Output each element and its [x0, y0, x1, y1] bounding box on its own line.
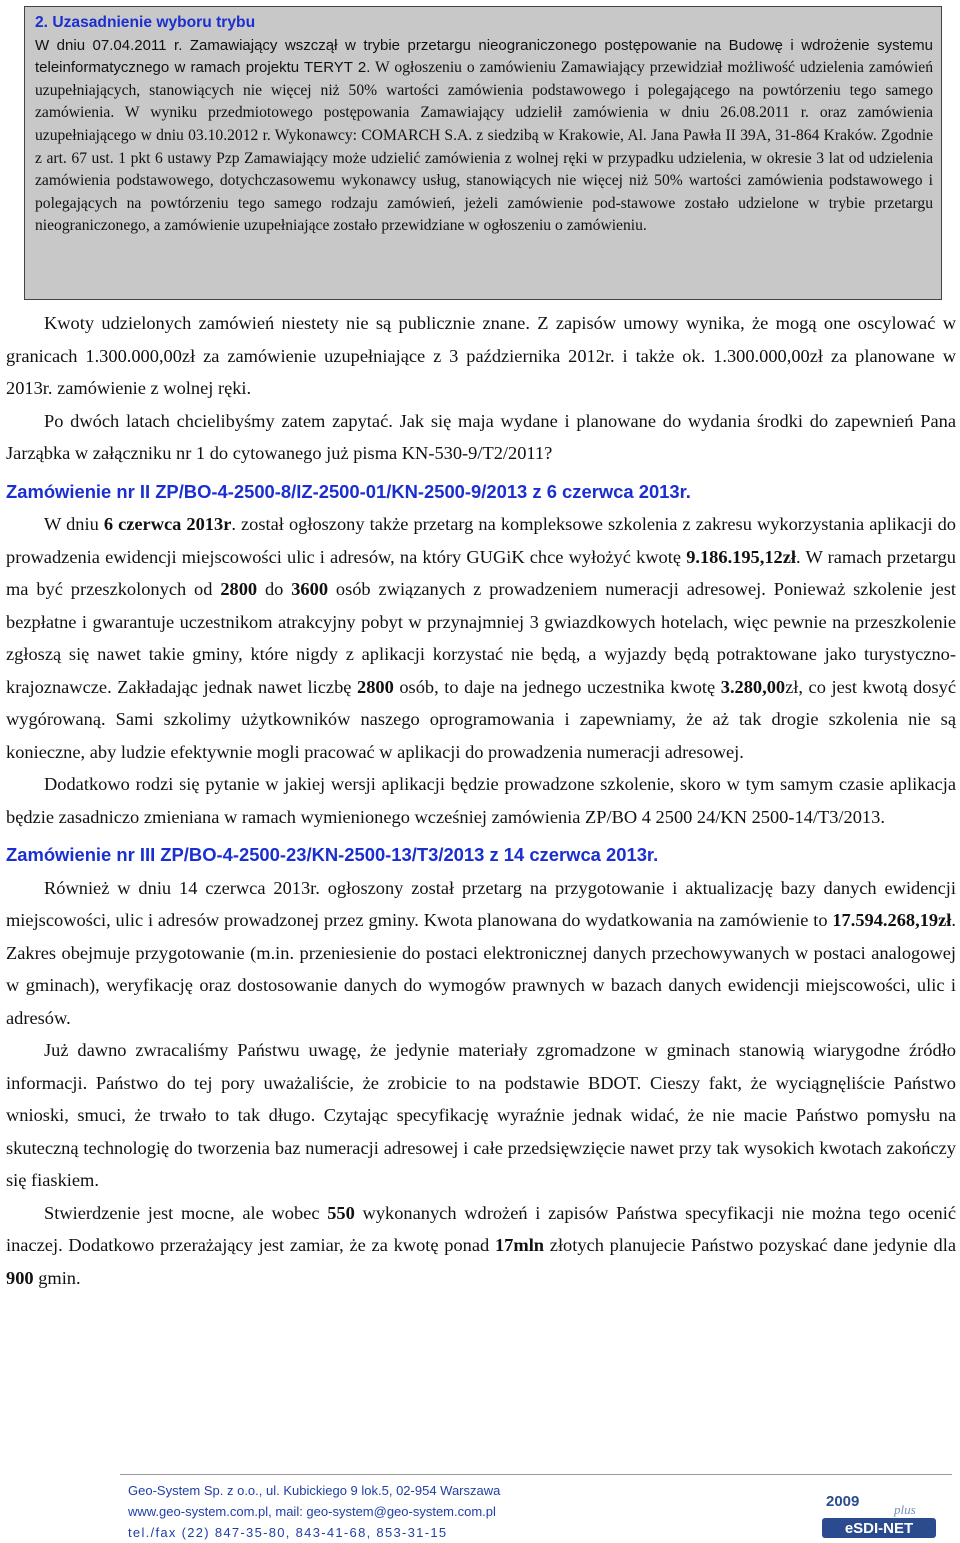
- footer: [128, 1480, 728, 1543]
- paragraph-order-2: W dniu 6 czerwca 2013r. został ogłoszony także przetarg na kompleksowe szkolenia z zakresu wykorzystania aplikacji do prowadzenia ewidencji miejscowości ulic i adresów, na który GUGiK chce wyłożyć kwotę 9.186.195,12zł. W ramach przetargu ma być przeszkolonych od 2800 do 3600 osób związanych z prowadzeniem numeracji adresowej. Ponieważ szkolenie jest bezpłatne i gwarantuje uczestnikom atrakcyjny pobyt w przynajmniej 3 gwiazdkowych hotelach, więc pewnie na przeszkolenie zgłoszą się nawet takie gminy, które nigdy z aplikacji korzystać nie będą, a wyjazdy będą potraktowane jako turystyczno-krajoznawcze. Zakładając jednak nawet liczbę 2800 osób, to daje na jednego uczestnika kwotę 3.280,00zł, co jest kwotą dosyć wygórowaną. Sami szkolimy użytkowników naszego oprogramowania i zapewniamy, że aż tak drogie szkolenia nie są konieczne, aby ludzie efektywnie mogli pracować w aplikacji do prowadzenia numeracji adresowej.: [6, 514, 957, 762]
- esdi-net-logo: [820, 1490, 940, 1540]
- justification-box: [24, 6, 942, 300]
- footer-phone: tel./fax (22) 847-35-80, 843-41-68, 853-31-15: [128, 1525, 448, 1540]
- footer-divider: [120, 1474, 952, 1475]
- paragraph-conclusion: Stwierdzenie jest mocne, ale wobec 550 wykonanych wdrożeń i zapisów Państwa specyfikacji nie można tego ocenić inaczej. Dodatkowo przerażający jest zamiar, że za kwotę ponad 17mln złotych planujecie Państwo pozyskać dane jedynie dla 900 gmin.: [6, 1202, 956, 1288]
- heading-order-2: Zamówienie nr II ZP/BO-4-2500-8/IZ-2500-01/KN-2500-9/2013 z 6 czerwca 2013r.: [6, 480, 691, 502]
- paragraph-training-version: Dodatkowo rodzi się pytanie w jakiej wersji aplikacji będzie prowadzone szkolenie, skoro w tym samym czasie aplikacja będzie zasadniczo zmieniana w ramach wymienionego wcześniej zamówienia ZP/BO 4 2500 24/KN 2500-14/T3/2013.: [6, 774, 956, 827]
- footer-address: Geo-System Sp. z o.o., ul. Kubickiego 9 lok.5, 02-954 Warszawa: [128, 1483, 501, 1498]
- logo-brand: eSDI-NET: [844, 1520, 914, 1537]
- box-title: 2. Uzasadnienie wyboru trybu: [35, 14, 256, 31]
- paragraph-bdot: Już dawno zwracaliśmy Państwu uwagę, że jedynie materiały zgromadzone w gminach stanowią wiarygodne źródło informacji. Państwo do tej pory uważaliście, że zrobicie to na podstawie BDOT. Cieszy fakt, że wyciągnęliście Państwo wnioski, smuci, że trwało to tak długo. Czytając specyfikację wyraźnie jednak widać, że nie macie Państwo pomysłu na skuteczną technologię do tworzenia baz numeracji adresowej i całe przedsięwzięcie nawet przy tak wysokich kwotach zakończy się fiaskiem.: [6, 1040, 956, 1190]
- box-text-intro: W dniu 07.04.2011 r. Zamawiający wszczął w trybie przetargu nieograniczonego postępowanie na Budowę i wdrożenie systemu teleinformatycznego w ramach projektu TERYT 2.: [35, 36, 933, 77]
- logo-plus: plus: [894, 1502, 916, 1517]
- paragraph-question: Po dwóch latach chcielibyśmy zatem zapytać. Jak się maja wydane i planowane do wydania środki do zapewnień Pana Jarząbka w załączniku nr 1 do cytowanego już pisma KN-530-9/T2/2011?: [6, 410, 956, 463]
- footer-contact: www.geo-system.com.pl, mail: geo-system@geo-system.com.pl: [128, 1504, 496, 1519]
- logo-year: 2009: [826, 1493, 860, 1510]
- paragraph-amounts: Kwoty udzielonych zamówień niestety nie są publicznie znane. Z zapisów umowy wynika, że mogą one oscylować w granicach 1.300.000,00zł za zamówienie uzupełniające z 3 października 2012r. i także ok. 1.300.000,00zł za planowane w 2013r. zamówienie z wolnej ręki.: [6, 313, 956, 398]
- box-text-body: W ogłoszeniu o zamówieniu Zamawiający przewidział możliwość udzielenia zamówień uzupełniających, stanowiących nie więcej niż 50% wartości zamówienia podstawowego i polegającego na powtórzeniu tego samego zamówienia. W wyniku przedmiotowego postępowania Zamawiający udzielił zamówienia w dniu 26.08.2011 r. oraz zamówienia uzupełniającego w dniu 03.10.2012 r. Wykonawcy: COMARCH S.A. z siedzibą w Krakowie, Al. Jana Pawła II 39A, 31-864 Kraków. Zgodnie z art. 67 ust. 1 pkt 6 ustawy Pzp Zamawiający może udzielić zamówienia z wolnej ręki w przypadku udzielenia, w okresie 3 lat od udzielenia zamówienia podstawowego, dotychczasowemu wykonawcy usług, stanowiących nie więcej niż 50% wartości zamówienia podstawowego i polegających na powtórzeniu tego samego rodzaju zamówień, jeżeli zamówienie pod-stawowe zostało udzielone w trybie przetargu nieograniczonego, a zamówienie uzupełniające zostało przewidziane w ogłoszeniu o zamówieniu.: [35, 59, 933, 235]
- heading-order-3: Zamówienie nr III ZP/BO-4-2500-23/KN-2500-13/T3/2013 z 14 czerwca 2013r.: [6, 844, 659, 865]
- document-body: [6, 307, 956, 1294]
- paragraph-order-3: Również w dniu 14 czerwca 2013r. ogłoszony został przetarg na przygotowanie i aktualizację bazy danych ewidencji miejscowości, ulic i adresów prowadzonej przez gminy. Kwota planowana do wydatkowania na zamówienie to 17.594.268,19zł. Zakres obejmuje przygotowanie (m.in. przeniesienie do postaci elektronicznej danych przechowywanych w postaci analogowej w gminach), weryfikację oraz dostosowanie danych do wymogów prawnych w bazach danych ewidencji miejscowości, ulic i adresów.: [6, 877, 956, 1028]
